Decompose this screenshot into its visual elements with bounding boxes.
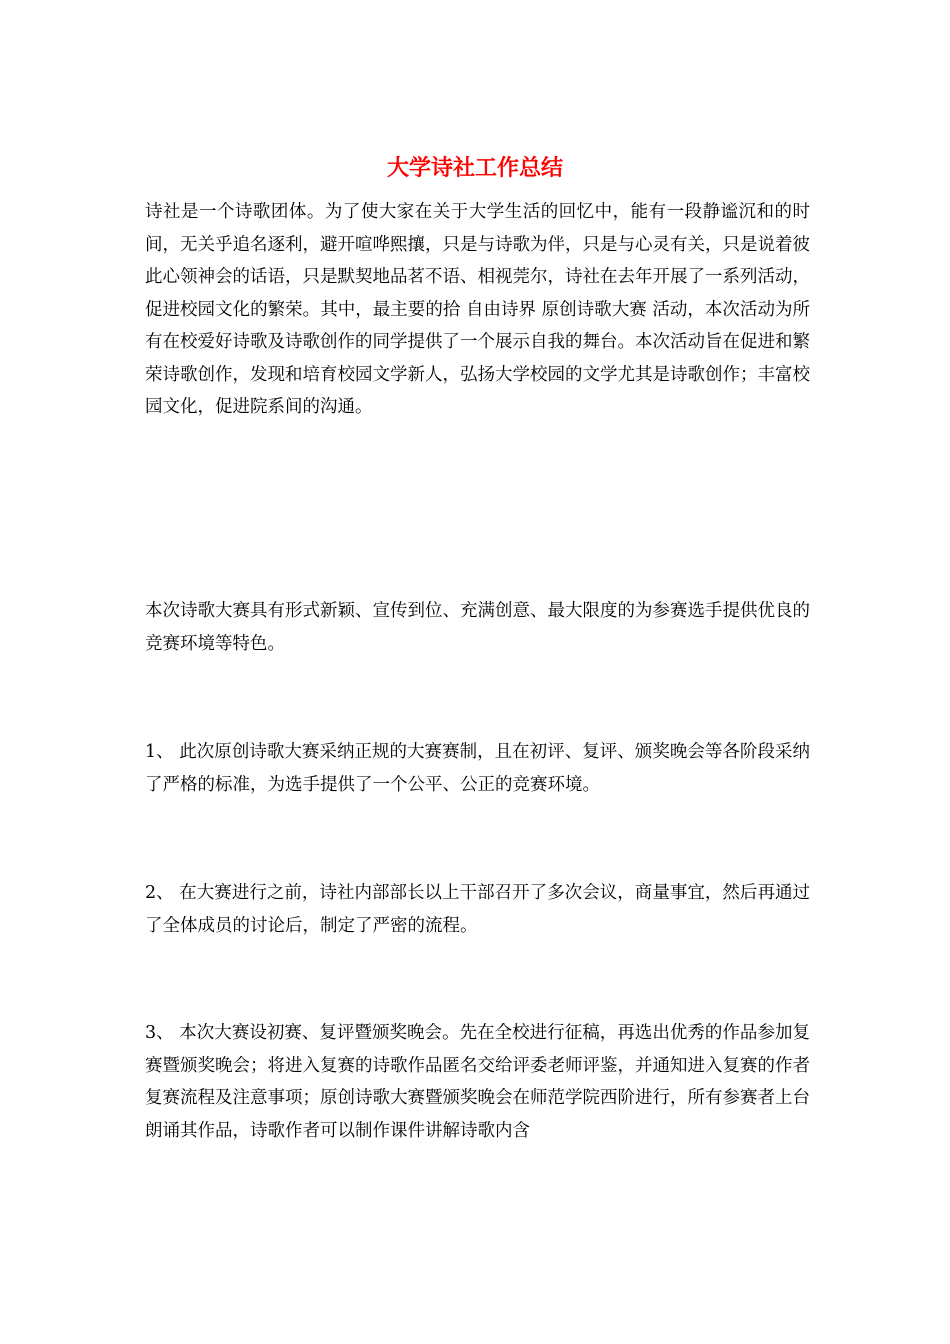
document-title: 大学诗社工作总结 [386, 155, 563, 181]
paragraph-features: 本次诗歌大赛具有形式新颖、宣传到位、充满创意、最大限度的为参赛选手提供优良的竞赛环境等特色。 [145, 601, 810, 654]
paragraph-intro: 诗社是一个诗歌团体。为了使大家在关于大学生活的回忆中，能有一段静谧沉和的时间，无关乎追名逐利，避开喧哗熙攘，只是与诗歌为伴，只是与心灵有关，只是说着彼此心领神会的话语，只是默契地品茗不语、相视莞尔，诗社在去年开展了一系列活动，促进校园文化的繁荣。其中，最主要的拾 自由诗界 原创诗歌大赛 活动，本次活动为所有在校爱好诗歌及诗歌创作的同学提供了一个展示自我的舞台。本次活动旨在促进和繁荣诗歌创作，发现和培育校园文学新人，弘扬大学校园的文学尤其是诗歌创作；丰富校园文化，促进院系间的沟通。 [145, 202, 810, 417]
paragraph-item-3: 3、 本次大赛设初赛、复评暨颁奖晚会。先在全校进行征稿，再选出优秀的作品参加复赛暨颁奖晚会；将进入复赛的诗歌作品匿名交给评委老师评鉴，并通知进入复赛的作者复赛流程及注意事项；原创诗歌大赛暨颁奖晚会在师范学院西阶进行，所有参赛者上台朗诵其作品，诗歌作者可以制作课件讲解诗歌内含 [145, 1023, 810, 1141]
paragraph-item-2: 2、 在大赛进行之前，诗社内部部长以上干部召开了多次会议，商量事宜，然后再通过了全体成员的讨论后，制定了严密的流程。 [145, 883, 810, 936]
paragraph-item-1: 1、 此次原创诗歌大赛采纳正规的大赛赛制，且在初评、复评、颁奖晚会等各阶段采纳了严格的标准，为选手提供了一个公平、公正的竞赛环境。 [145, 742, 810, 795]
